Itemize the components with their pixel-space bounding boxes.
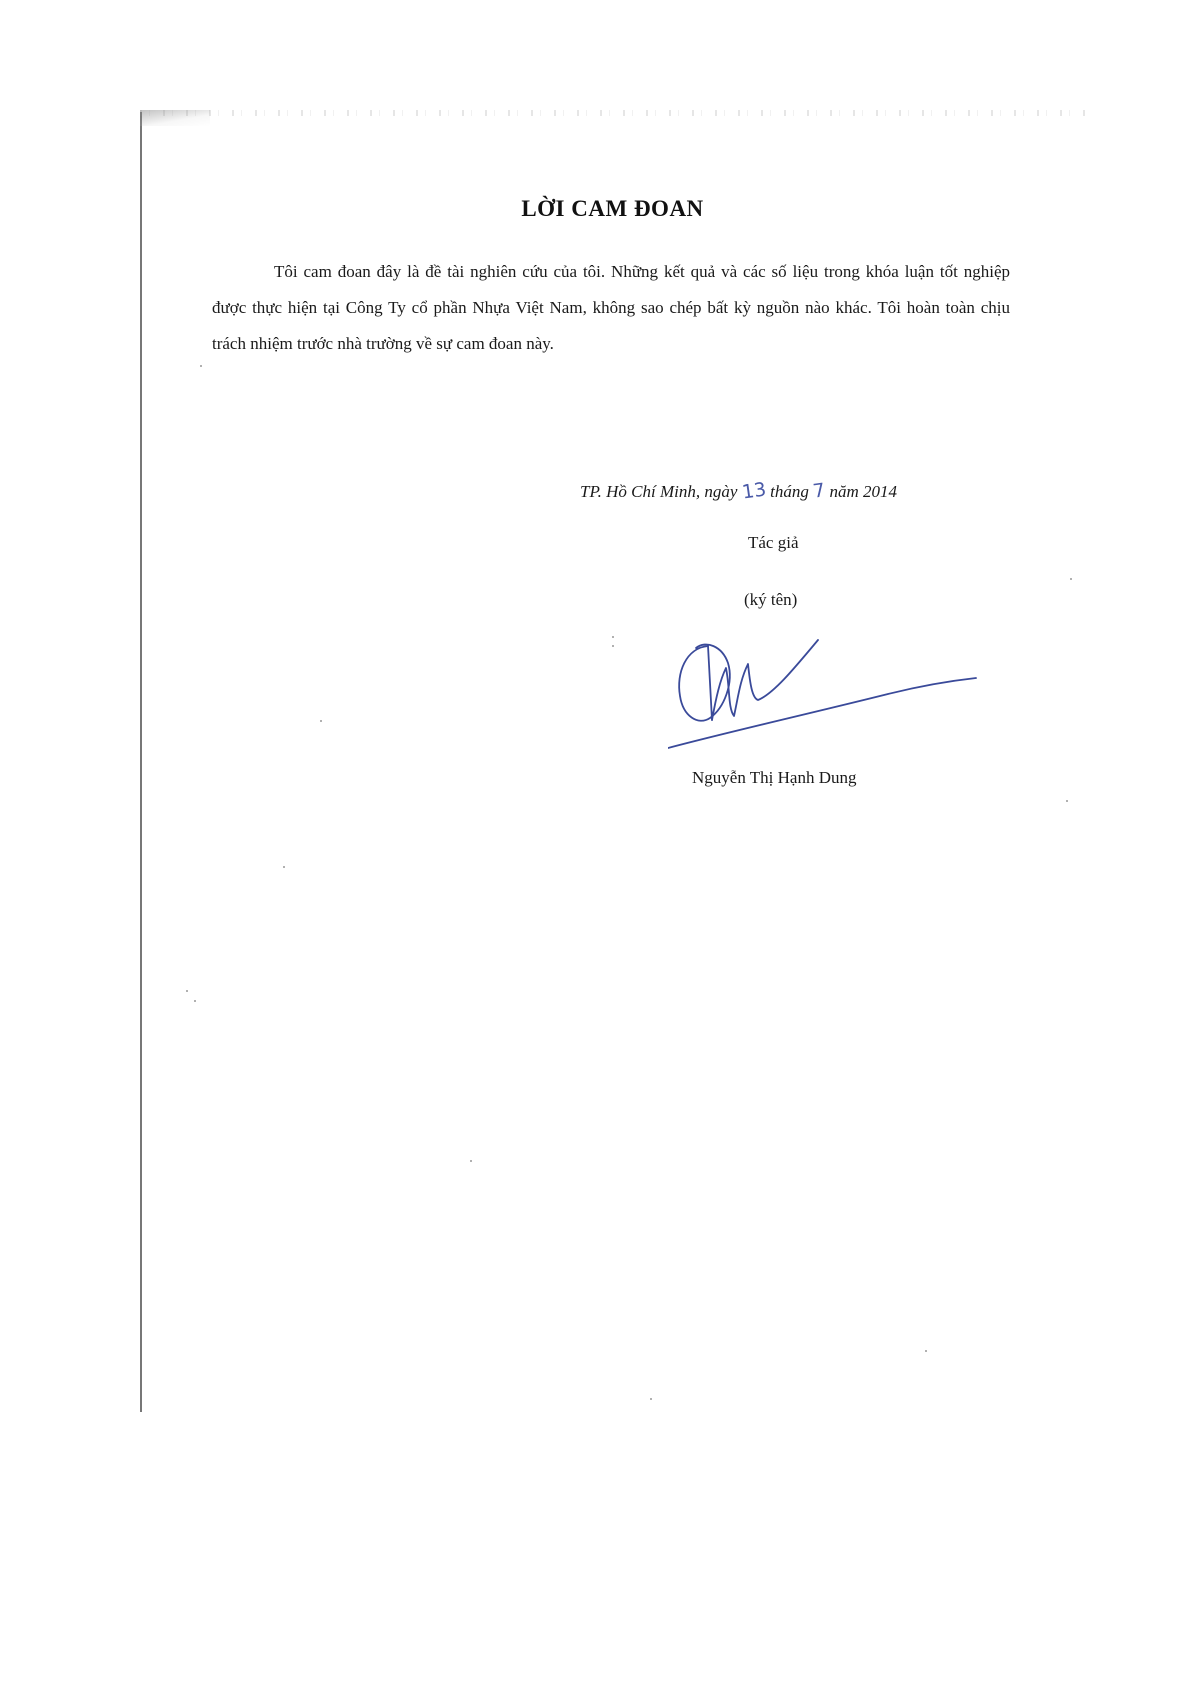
scan-speck <box>1070 578 1072 580</box>
author-label: Tác giả <box>748 533 799 552</box>
scan-speck <box>470 1160 472 1162</box>
scan-top-noise <box>140 110 1085 116</box>
scan-speck <box>186 990 188 992</box>
scan-speck <box>194 1000 196 1002</box>
scan-speck <box>612 636 614 638</box>
scan-speck <box>283 866 285 868</box>
scan-left-edge <box>140 112 142 1412</box>
scan-speck <box>200 365 202 367</box>
handwritten-day: 13 <box>740 478 768 504</box>
handwritten-signature <box>668 628 978 758</box>
page-title: LỜI CAM ĐOAN <box>521 196 704 221</box>
author-name: Nguyễn Thị Hạnh Dung <box>692 768 857 787</box>
scan-speck <box>925 1350 927 1352</box>
scan-speck <box>1066 800 1068 802</box>
signature-label: (ký tên) <box>744 590 798 609</box>
date-month-label: tháng <box>770 482 809 501</box>
declaration-paragraph: Tôi cam đoan đây là đề tài nghiên cứu của tôi. Những kết quả và các số liệu trong khóa luận tốt nghiệp được thực hiện tại Công Ty cổ phần Nhựa Việt Nam, không sao chép bất kỳ nguồn nào khác. Tôi hoàn toàn chịu trách nhiệm trước nhà trường về sự cam đoan này. <box>212 262 1010 353</box>
date-year: năm 2014 <box>829 482 897 501</box>
scan-speck <box>320 720 322 722</box>
handwritten-month: 7 <box>811 479 827 503</box>
date-prefix: TP. Hồ Chí Minh, ngày <box>580 482 738 501</box>
scan-speck <box>650 1398 652 1400</box>
date-line <box>580 480 897 502</box>
scan-speck <box>612 645 614 647</box>
